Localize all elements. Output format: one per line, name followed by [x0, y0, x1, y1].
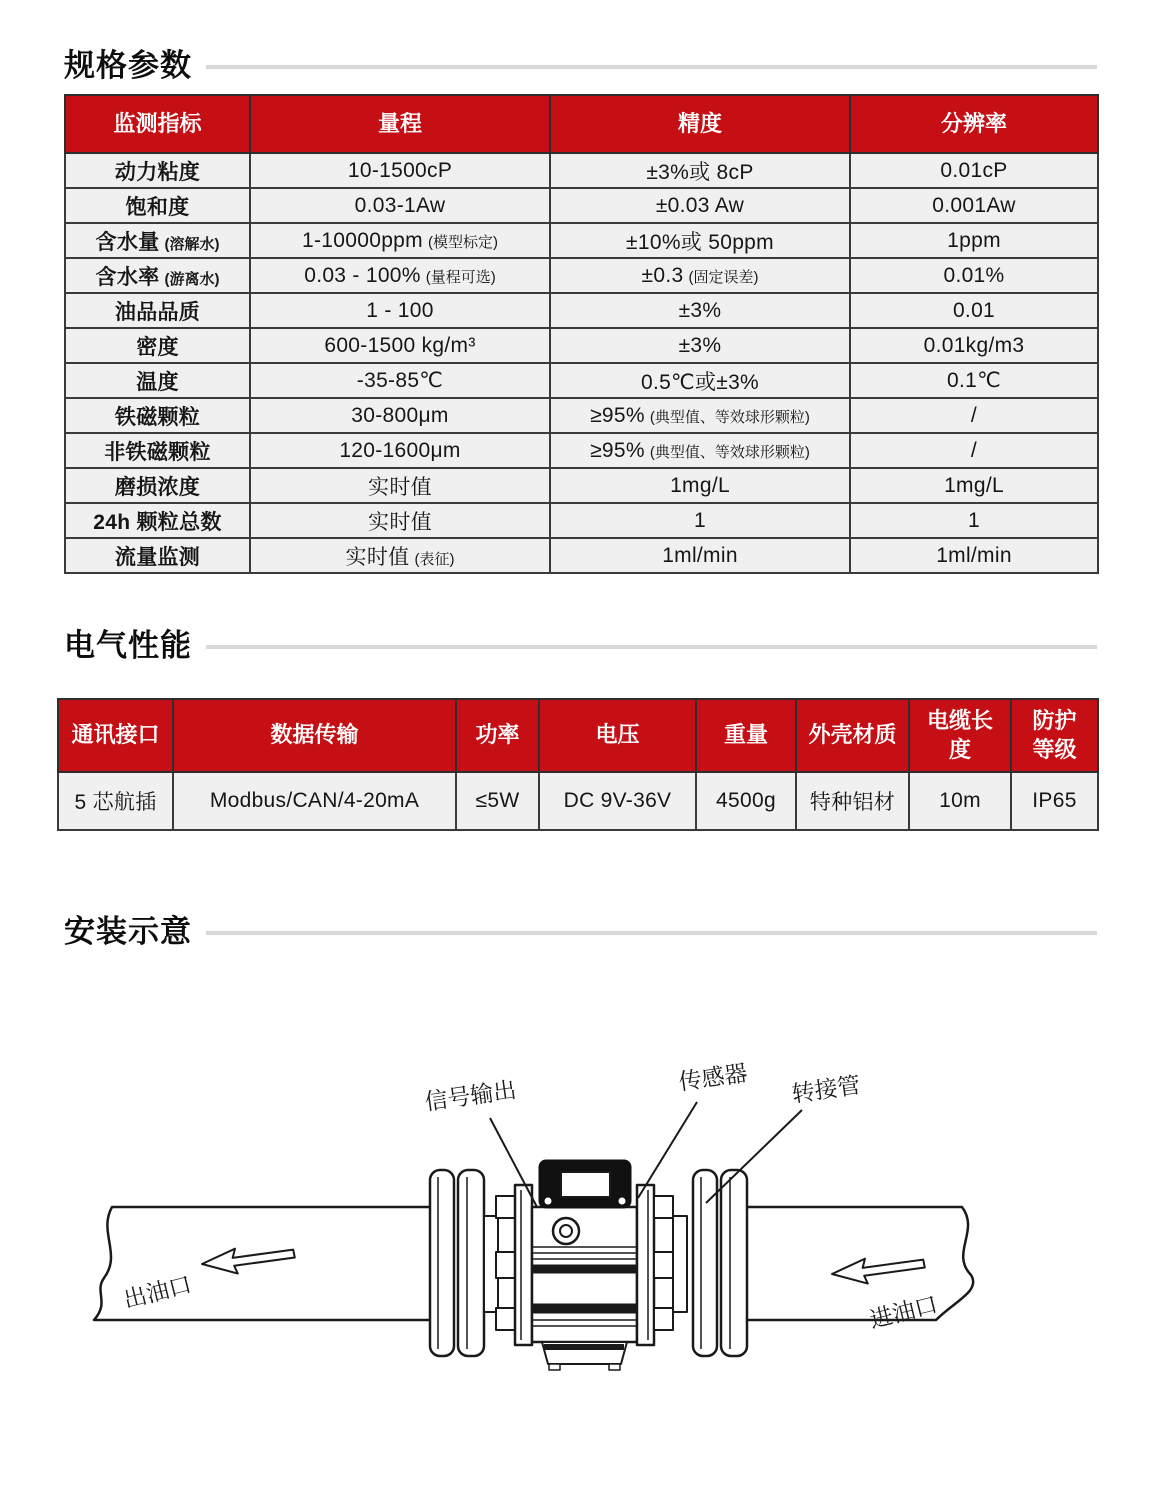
electrical-housing: 特种铝材 [796, 772, 909, 830]
spec-resolution: 0.1℃ [850, 363, 1098, 398]
bolt [654, 1196, 673, 1218]
flange-disc [721, 1170, 747, 1356]
spec-accuracy: ±3% [550, 293, 850, 328]
table-row [65, 468, 1098, 503]
flange-disc [430, 1170, 454, 1356]
bolt [496, 1196, 515, 1218]
section-rule [206, 65, 1097, 69]
col-header-cable-length: 电缆长度 [909, 699, 1011, 772]
spec-name: 动力粘度 [65, 153, 250, 188]
diagram-label-signal-output: 信号输出 [423, 1076, 518, 1115]
spec-accuracy: 0.5℃或±3% [550, 363, 850, 398]
spec-name: 24h 颗粒总数 [65, 503, 250, 538]
section-title-install: 安装示意 [64, 914, 192, 949]
table-row [65, 398, 1098, 433]
spec-range: -35-85℃ [250, 363, 550, 398]
table-row [65, 258, 1098, 293]
col-header-voltage: 电压 [539, 699, 696, 772]
leader-signal-output [490, 1118, 537, 1207]
electrical-comm: 5 芯航插 [58, 772, 173, 830]
electrical-cable-length: 10m [909, 772, 1011, 830]
spec-range: 1-10000ppm (模型标定) [250, 223, 550, 258]
bolt [496, 1252, 515, 1278]
section-rule [206, 645, 1097, 649]
connector-plug-inner [560, 1225, 572, 1237]
spec-resolution: / [850, 433, 1098, 468]
electrical-data-transfer: Modbus/CAN/4-20mA [173, 772, 456, 830]
spec-resolution: 1mg/L [850, 468, 1098, 503]
spec-range: 120-1600μm [250, 433, 550, 468]
spec-name: 温度 [65, 363, 250, 398]
spec-name: 油品品质 [65, 293, 250, 328]
table-row [65, 153, 1098, 188]
table-row [65, 433, 1098, 468]
diagram-label-oil-outlet: 出油口 [120, 1270, 195, 1313]
spec-accuracy: ±0.3 (固定误差) [550, 258, 850, 293]
col-header-housing: 外壳材质 [796, 699, 909, 772]
spec-range: 600-1500 kg/m³ [250, 328, 550, 363]
spec-range: 实时值 [250, 468, 550, 503]
diagram-label-oil-inlet: 进油口 [866, 1290, 941, 1333]
col-header-range: 量程 [250, 95, 550, 153]
spec-accuracy: 1 [550, 503, 850, 538]
sensor-body [532, 1207, 637, 1342]
housing-screw [545, 1198, 552, 1205]
col-header-protection: 防护等级 [1011, 699, 1098, 772]
spec-resolution: 1 [850, 503, 1098, 538]
flange-disc [693, 1170, 717, 1356]
col-header-indicator: 监测指标 [65, 95, 250, 153]
leader-adapter-pipe [706, 1110, 802, 1203]
table-row [65, 328, 1098, 363]
spec-table [64, 94, 1099, 574]
installation-diagram [60, 1040, 1100, 1450]
spec-accuracy: ≥95% (典型值、等效球形颗粒) [550, 398, 850, 433]
spec-resolution: 0.001Aw [850, 188, 1098, 223]
pipe-shoulder [673, 1216, 687, 1312]
bolt [654, 1308, 673, 1330]
col-header-data-transfer: 数据传输 [173, 699, 456, 772]
body-band [532, 1265, 637, 1273]
spec-range: 0.03-1Aw [250, 188, 550, 223]
spec-range: 实时值 (表征) [250, 538, 550, 573]
section-spec-header [64, 40, 1097, 85]
spec-accuracy: 1ml/min [550, 538, 850, 573]
spec-resolution: / [850, 398, 1098, 433]
spec-resolution: 0.01 [850, 293, 1098, 328]
bolt [654, 1252, 673, 1278]
spec-resolution: 1ml/min [850, 538, 1098, 573]
table-row [65, 188, 1098, 223]
table-header-row [58, 699, 1098, 772]
spec-accuracy: ±0.03 Aw [550, 188, 850, 223]
col-header-comm: 通讯接口 [58, 699, 173, 772]
display-screen [561, 1172, 610, 1197]
bolt [496, 1308, 515, 1330]
spec-name: 饱和度 [65, 188, 250, 223]
spec-name: 非铁磁颗粒 [65, 433, 250, 468]
spec-resolution: 0.01kg/m3 [850, 328, 1098, 363]
spec-range: 1 - 100 [250, 293, 550, 328]
section-install-header [64, 906, 1097, 951]
spec-accuracy: 1mg/L [550, 468, 850, 503]
electrical-weight: 4500g [696, 772, 796, 830]
spec-accuracy: ±10%或 50ppm [550, 223, 850, 258]
table-row [58, 772, 1098, 830]
spec-name: 密度 [65, 328, 250, 363]
table-row [65, 223, 1098, 258]
diagram-label-sensor: 传感器 [677, 1059, 750, 1095]
electrical-voltage: DC 9V-36V [539, 772, 696, 830]
device-plate-right [637, 1185, 654, 1345]
spec-name: 磨损浓度 [65, 468, 250, 503]
table-row [65, 503, 1098, 538]
spec-resolution: 1ppm [850, 223, 1098, 258]
electrical-table [57, 698, 1099, 831]
spec-accuracy: ±3%或 8cP [550, 153, 850, 188]
col-header-power: 功率 [456, 699, 539, 772]
body-band [532, 1304, 637, 1313]
spec-resolution: 0.01% [850, 258, 1098, 293]
spec-range: 实时值 [250, 503, 550, 538]
table-row [65, 293, 1098, 328]
device-plate-left [515, 1185, 532, 1345]
spec-range: 10-1500cP [250, 153, 550, 188]
electrical-power: ≤5W [456, 772, 539, 830]
flange-disc [458, 1170, 484, 1356]
base-foot [549, 1364, 560, 1370]
electrical-protection: IP65 [1011, 772, 1098, 830]
spec-name: 流量监测 [65, 538, 250, 573]
section-title-spec: 规格参数 [64, 48, 192, 83]
section-rule [206, 931, 1097, 935]
table-row [65, 538, 1098, 573]
spec-accuracy: ±3% [550, 328, 850, 363]
spec-resolution: 0.01cP [850, 153, 1098, 188]
col-header-weight: 重量 [696, 699, 796, 772]
spec-name: 铁磁颗粒 [65, 398, 250, 433]
spec-range: 30-800μm [250, 398, 550, 433]
spec-name: 含水率 (游离水) [65, 258, 250, 293]
housing-screw [619, 1198, 626, 1205]
table-row [65, 363, 1098, 398]
spec-range: 0.03 - 100% (量程可选) [250, 258, 550, 293]
base-band [544, 1344, 624, 1350]
section-electrical-header [64, 620, 1097, 665]
spec-name: 含水量 (溶解水) [65, 223, 250, 258]
spec-accuracy: ≥95% (典型值、等效球形颗粒) [550, 433, 850, 468]
col-header-resolution: 分辨率 [850, 95, 1098, 153]
leader-sensor [638, 1102, 697, 1198]
diagram-label-adapter-pipe: 转接管 [790, 1071, 863, 1107]
col-header-accuracy: 精度 [550, 95, 850, 153]
section-title-electrical: 电气性能 [64, 628, 192, 663]
base-foot [609, 1364, 620, 1370]
table-header-row [65, 95, 1098, 153]
